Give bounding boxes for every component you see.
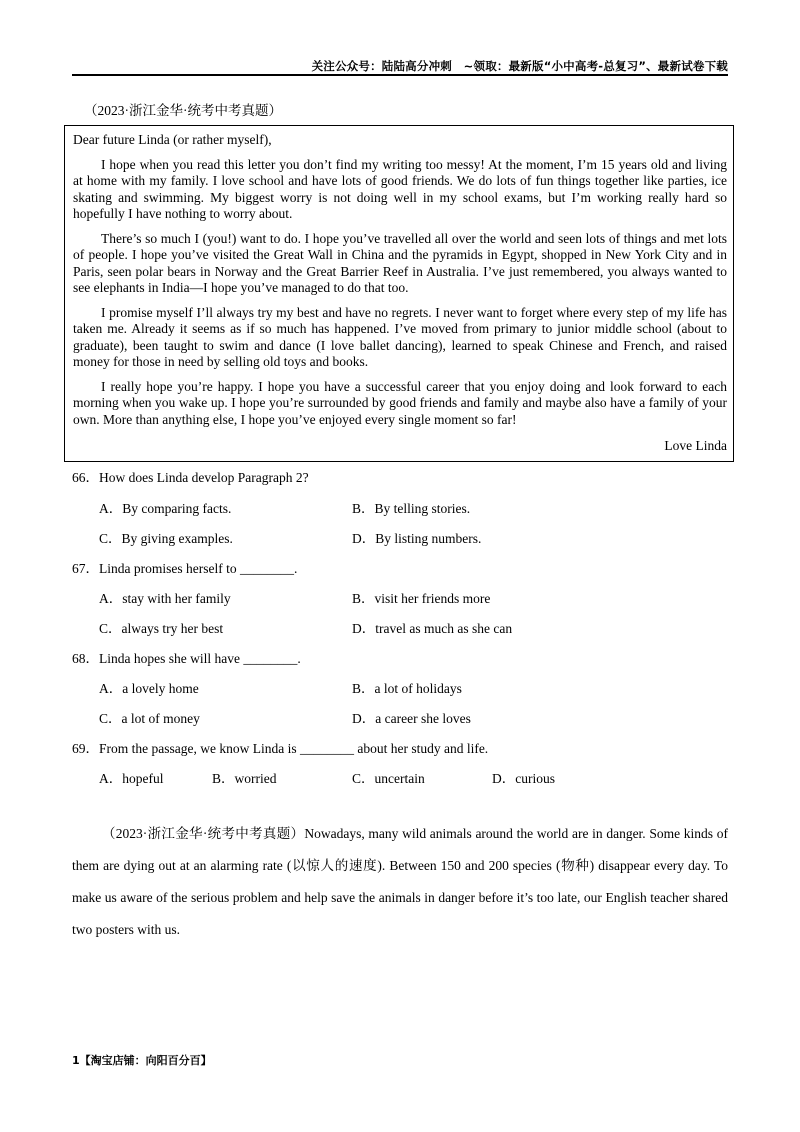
letter-paragraph-1: I hope when you read this letter you don’t find my writing too messy! At the moment, I’m 15 years old and living at home with my family. I love school and have lots of good friends. We do lots of fun things together like parties, ice skating and swimming. My biggest worry is not doing well in my school exams, but I’m working really hard so hopefully I have nothing to worry about.: [73, 156, 727, 222]
question-69-option-b[interactable]: B．worried: [212, 771, 277, 786]
question-69-option-d[interactable]: D．curious: [492, 771, 555, 786]
question-66-option-a[interactable]: A．By comparing facts.: [99, 501, 232, 516]
question-67-stem: 67．Linda promises herself to ________.: [72, 561, 298, 576]
reading-passage-box: [64, 125, 734, 462]
question-68-option-c[interactable]: C．a lot of money: [99, 711, 200, 726]
question-67-option-b[interactable]: B．visit her friends more: [352, 591, 491, 606]
question-69-option-a[interactable]: A．hopeful: [99, 771, 164, 786]
question-69-option-c[interactable]: C．uncertain: [352, 771, 425, 786]
passage-source: （2023·浙江金华·统考中考真题）: [84, 103, 282, 118]
header-divider: [72, 74, 728, 76]
question-68-option-d[interactable]: D．a career she loves: [352, 711, 471, 726]
letter-paragraph-2: There’s so much I (you!) want to do. I hope you’ve travelled all over the world and seen lots of things and met lots of people. I hope you’ve visited the Great Wall in China and the pyramids in Egypt, shopped in New York City and in Paris, seen polar bears in Norway and the Great Barrier Reef in Australia. I’ve just remembered, you always wanted to see elephants in India—I hope you’ve managed to do that too.: [73, 230, 727, 296]
question-66-stem: 66．How does Linda develop Paragraph 2?: [72, 470, 309, 485]
page-footer: 1【淘宝店铺：向阳百分百】: [72, 1054, 212, 1067]
letter-signoff: Love Linda: [664, 438, 727, 454]
next-passage-intro: （2023·浙江金华·统考中考真题）Nowadays, many wild animals around the world are in danger. Some kinds of them are dying out at an alarming rate (以惊人的速度). Between 150 and 200 species (物种) disappear every day. To make us aware of the serious problem and help save the animals in danger before it’s too late, our English teacher shared two posters with us.: [72, 826, 728, 937]
letter-salutation: Dear future Linda (or rather myself),: [73, 132, 272, 147]
question-68-option-b[interactable]: B．a lot of holidays: [352, 681, 462, 696]
question-69-stem: 69．From the passage, we know Linda is ________ about her study and life.: [72, 741, 489, 756]
question-68-stem: 68．Linda hopes she will have ________.: [72, 651, 301, 666]
letter-paragraph-4: I really hope you’re happy. I hope you have a successful career that you enjoy doing and look forward to each morning when you wake up. I hope you’re surrounded by good friends and family and maybe also have a family of your own. More than anything else, I hope you’ve enjoyed every single moment so far!: [73, 378, 727, 427]
question-67-option-c[interactable]: C．always try her best: [99, 621, 224, 636]
question-67-option-a[interactable]: A．stay with her family: [99, 591, 231, 606]
question-66-option-c[interactable]: C．By giving examples.: [99, 531, 233, 546]
letter-paragraph-3: I promise myself I’ll always try my best and have no regrets. I never want to forget where every step of my life has taken me. Already it seems as if so much has happened. I’ve moved from primary to junior middle school (about to graduate), been taught to swim and dance (I love ballet dancing), learned to speak Chinese and French, and raised money for those in need by selling old toys and books.: [73, 304, 727, 370]
question-68-option-a[interactable]: A．a lovely home: [99, 681, 199, 696]
question-66-option-d[interactable]: D．By listing numbers.: [352, 531, 482, 546]
question-67-option-d[interactable]: D．travel as much as she can: [352, 621, 513, 636]
page-header: 关注公众号：陆陆高分冲刺 ~领取：最新版“小中高考-总复习”、最新试卷下载: [311, 59, 728, 73]
question-66-option-b[interactable]: B．By telling stories.: [352, 501, 471, 516]
